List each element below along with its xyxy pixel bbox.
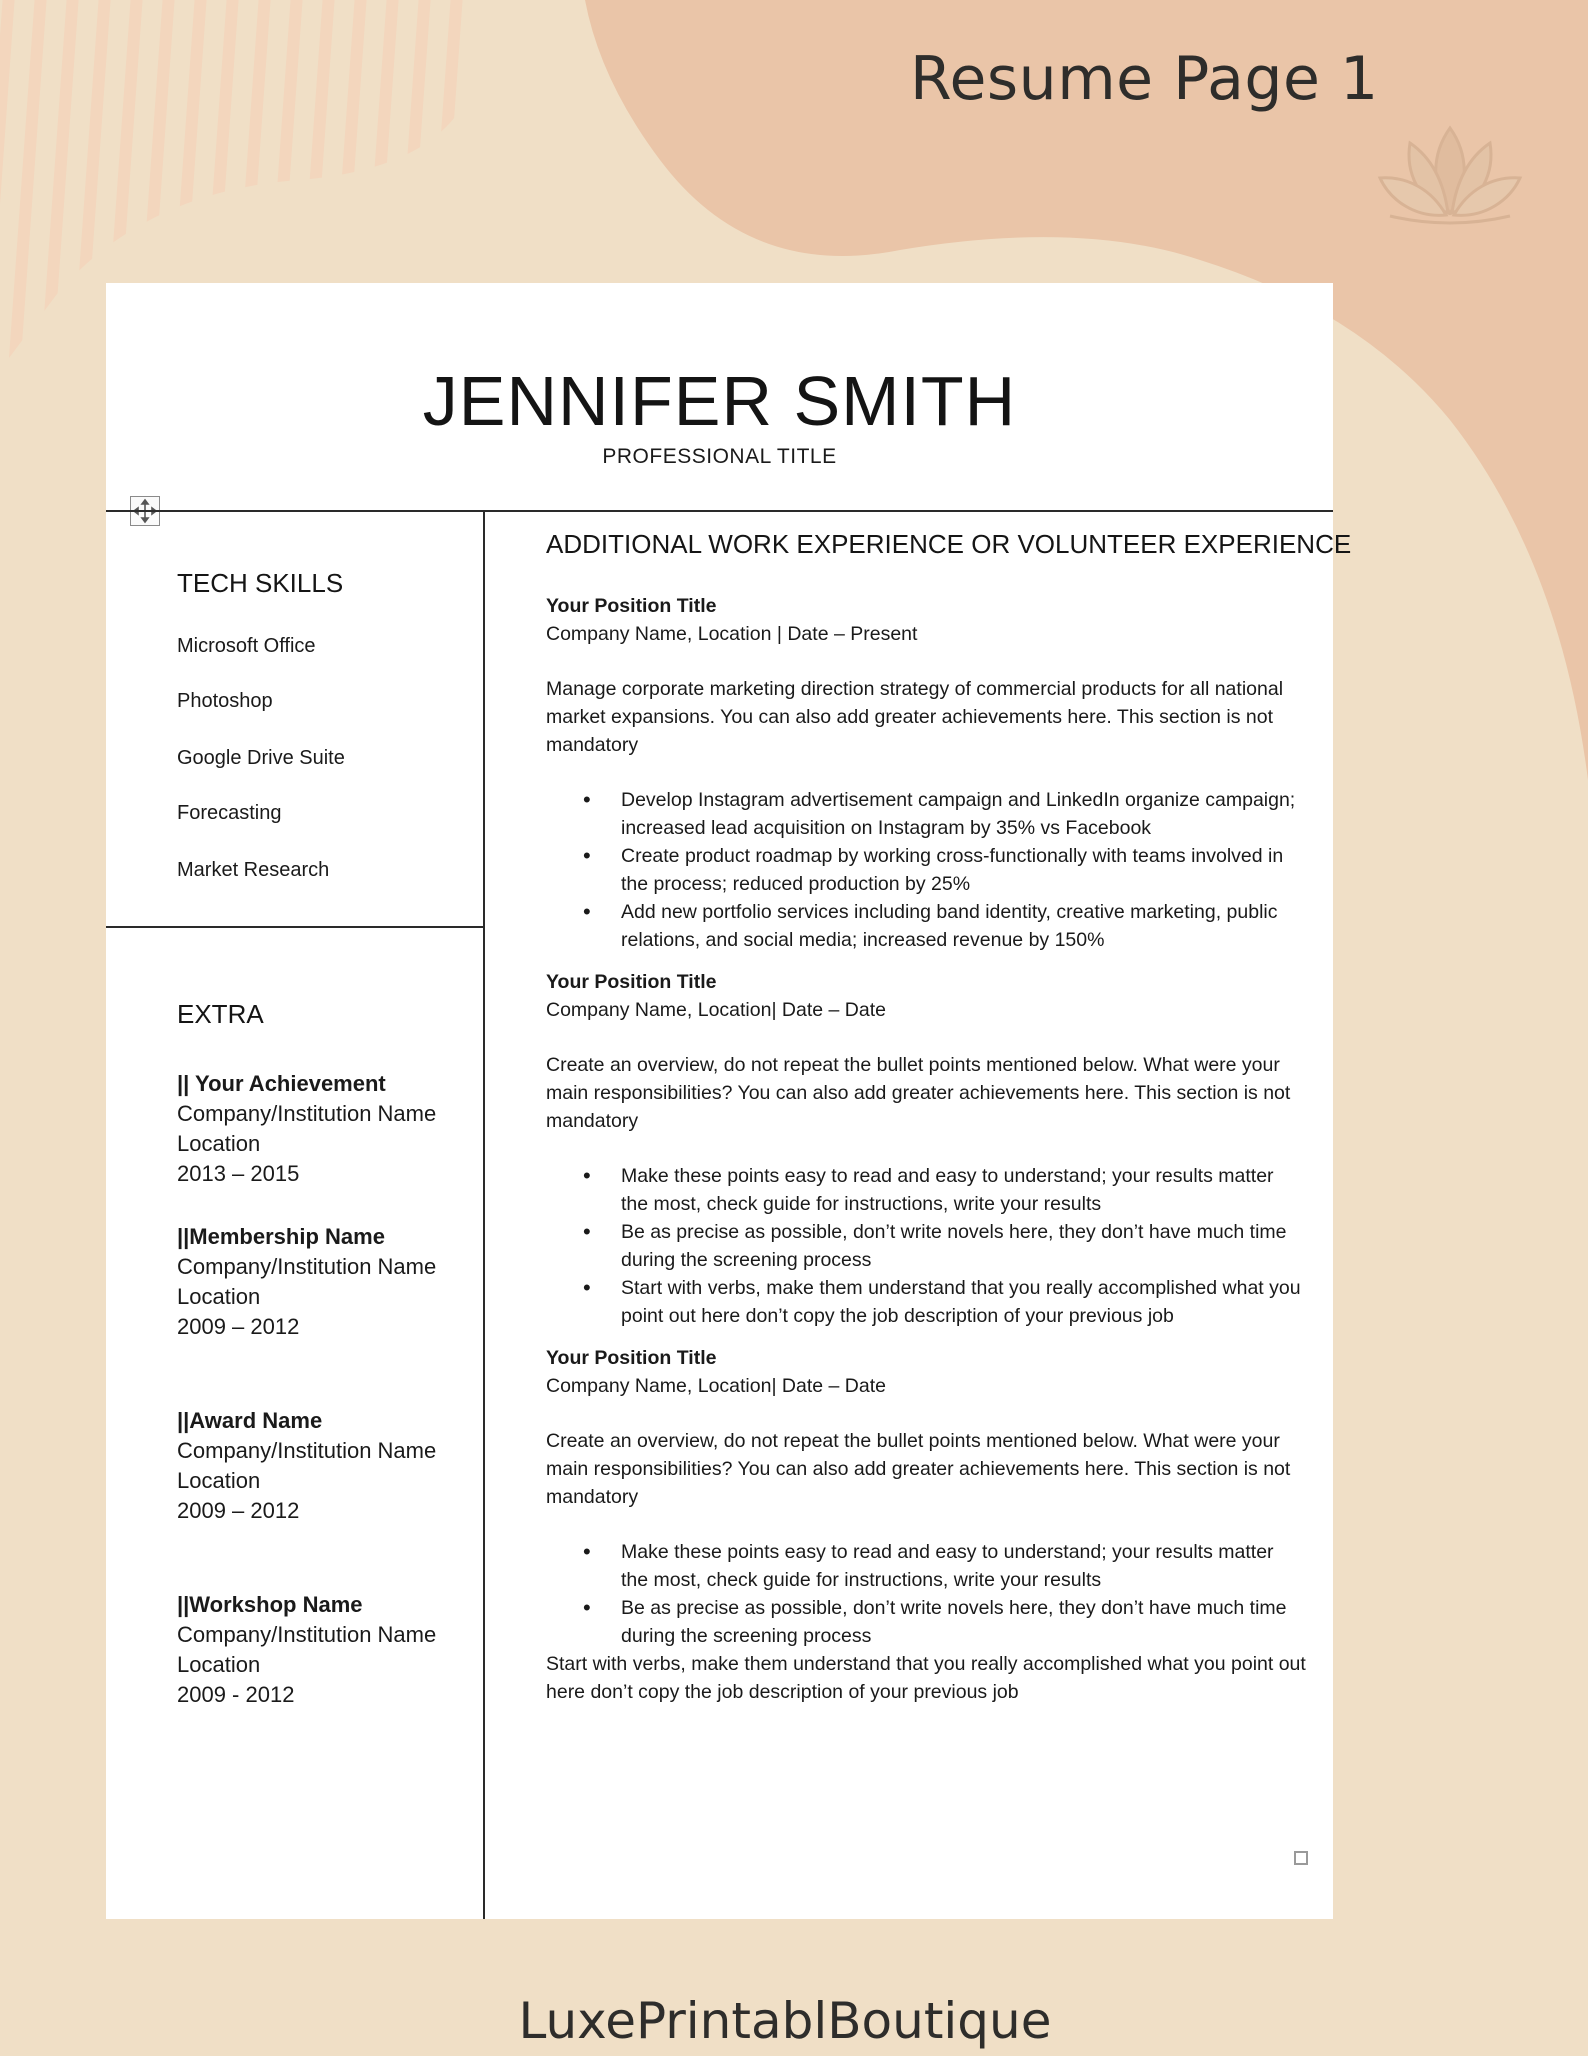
job-bullet: • Add new portfolio services including band identity, creative marketing, public relations, and social media; increased revenue by 150% [621,898,1306,954]
skill-item: Google Drive Suite [177,747,345,769]
job-summary: Create an overview, do not repeat the bullet points mentioned below. What were your main responsibilities? You can also add greater achievements here. This section is not mandatory [546,1054,1291,1132]
extra-location: Location [177,1468,261,1493]
resize-handle-icon[interactable] [1294,1851,1308,1865]
job-bullet: • Make these points easy to read and easy to understand; your results matter the most, check guide for instructions, write your results [621,1538,1306,1594]
extra-title: ||Award Name [177,1408,323,1433]
extra-location: Location [177,1131,261,1156]
extra-location: Location [177,1652,261,1677]
job-bullet: • Start with verbs, make them understand that you really accomplished what you point out here don’t copy the job description of your previous job [621,1274,1306,1330]
extra-org: Company/Institution Name [177,1101,437,1126]
job-title: Your Position Title [546,971,717,993]
extra-dates: 2009 – 2012 [177,1314,300,1339]
job-bullet: • Create product roadmap by working cross-functionally with teams involved in the process; reduced production by 25% [621,842,1306,898]
extra-item [177,1069,477,1189]
skill-item: Photoshop [177,690,273,712]
job-title: Your Position Title [546,595,717,617]
professional-title: PROFESSIONAL TITLE [602,445,837,468]
extra-location: Location [177,1284,261,1309]
skill-item: Market Research [177,859,330,881]
page-label: Resume Page 1 [910,44,1379,114]
brand-name: LuxePrintablBoutique [518,1992,1052,2050]
job-bullets [546,1162,1306,1330]
job-tail-text: Start with verbs, make them understand that you really accomplished what you point out here don’t copy the job description of your previous job [546,1653,1306,1703]
extra-title: ||Membership Name [177,1224,385,1249]
column-divider [483,512,485,1919]
extra-org: Company/Institution Name [177,1622,437,1647]
job-entry [546,592,1306,954]
job-meta: Company Name, Location | Date – Present [546,623,918,645]
extra-dates: 2009 – 2012 [177,1498,300,1523]
job-entry [546,1344,1306,1706]
job-summary: Create an overview, do not repeat the bullet points mentioned below. What were your main responsibilities? You can also add greater achievements here. This section is not mandatory [546,1430,1291,1508]
job-bullet: • Make these points easy to read and easy to understand; your results matter the most, check guide for instructions, write your results [621,1162,1306,1218]
experience-section [546,529,1352,1720]
skill-item: Microsoft Office [177,635,316,657]
job-meta: Company Name, Location| Date – Date [546,1375,886,1397]
job-bullets [546,1538,1306,1650]
header-divider [106,510,1333,512]
extra-org: Company/Institution Name [177,1438,437,1463]
skills-divider [106,926,483,928]
job-entry [546,968,1306,1330]
job-meta: Company Name, Location| Date – Date [546,999,886,1021]
extra-item [177,1406,477,1526]
tech-skills-heading: TECH SKILLS [177,568,344,598]
job-bullets [546,786,1306,954]
resume-sheet [106,283,1352,1919]
extra-heading: EXTRA [177,999,264,1029]
job-bullet: • Develop Instagram advertisement campaign and LinkedIn organize campaign; increased lead acquisition on Instagram by 35% vs Facebook [621,786,1306,842]
lotus-icon [1370,118,1530,228]
extra-title: || Your Achievement [177,1071,386,1096]
resume-name: JENNIFER SMITH [422,362,1017,440]
experience-heading: ADDITIONAL WORK EXPERIENCE OR VOLUNTEER EXPERIENCE [546,529,1352,559]
extra-org: Company/Institution Name [177,1254,437,1279]
extra-item [177,1222,477,1342]
extra-title: ||Workshop Name [177,1592,363,1617]
skill-item: Forecasting [177,802,282,824]
extra-item [177,1590,477,1710]
extra-dates: 2013 – 2015 [177,1161,300,1186]
extra-dates: 2009 - 2012 [177,1682,295,1707]
job-bullet: • Be as precise as possible, don’t write novels here, they don’t have much time during the screening process [621,1218,1306,1274]
job-summary: Manage corporate marketing direction strategy of commercial products for all national market expansions. You can also add greater achievements here. This section is not mandatory [546,678,1284,756]
job-bullet: • Be as precise as possible, don’t write novels here, they don’t have much time during the screening process [621,1594,1306,1650]
job-title: Your Position Title [546,1347,717,1369]
